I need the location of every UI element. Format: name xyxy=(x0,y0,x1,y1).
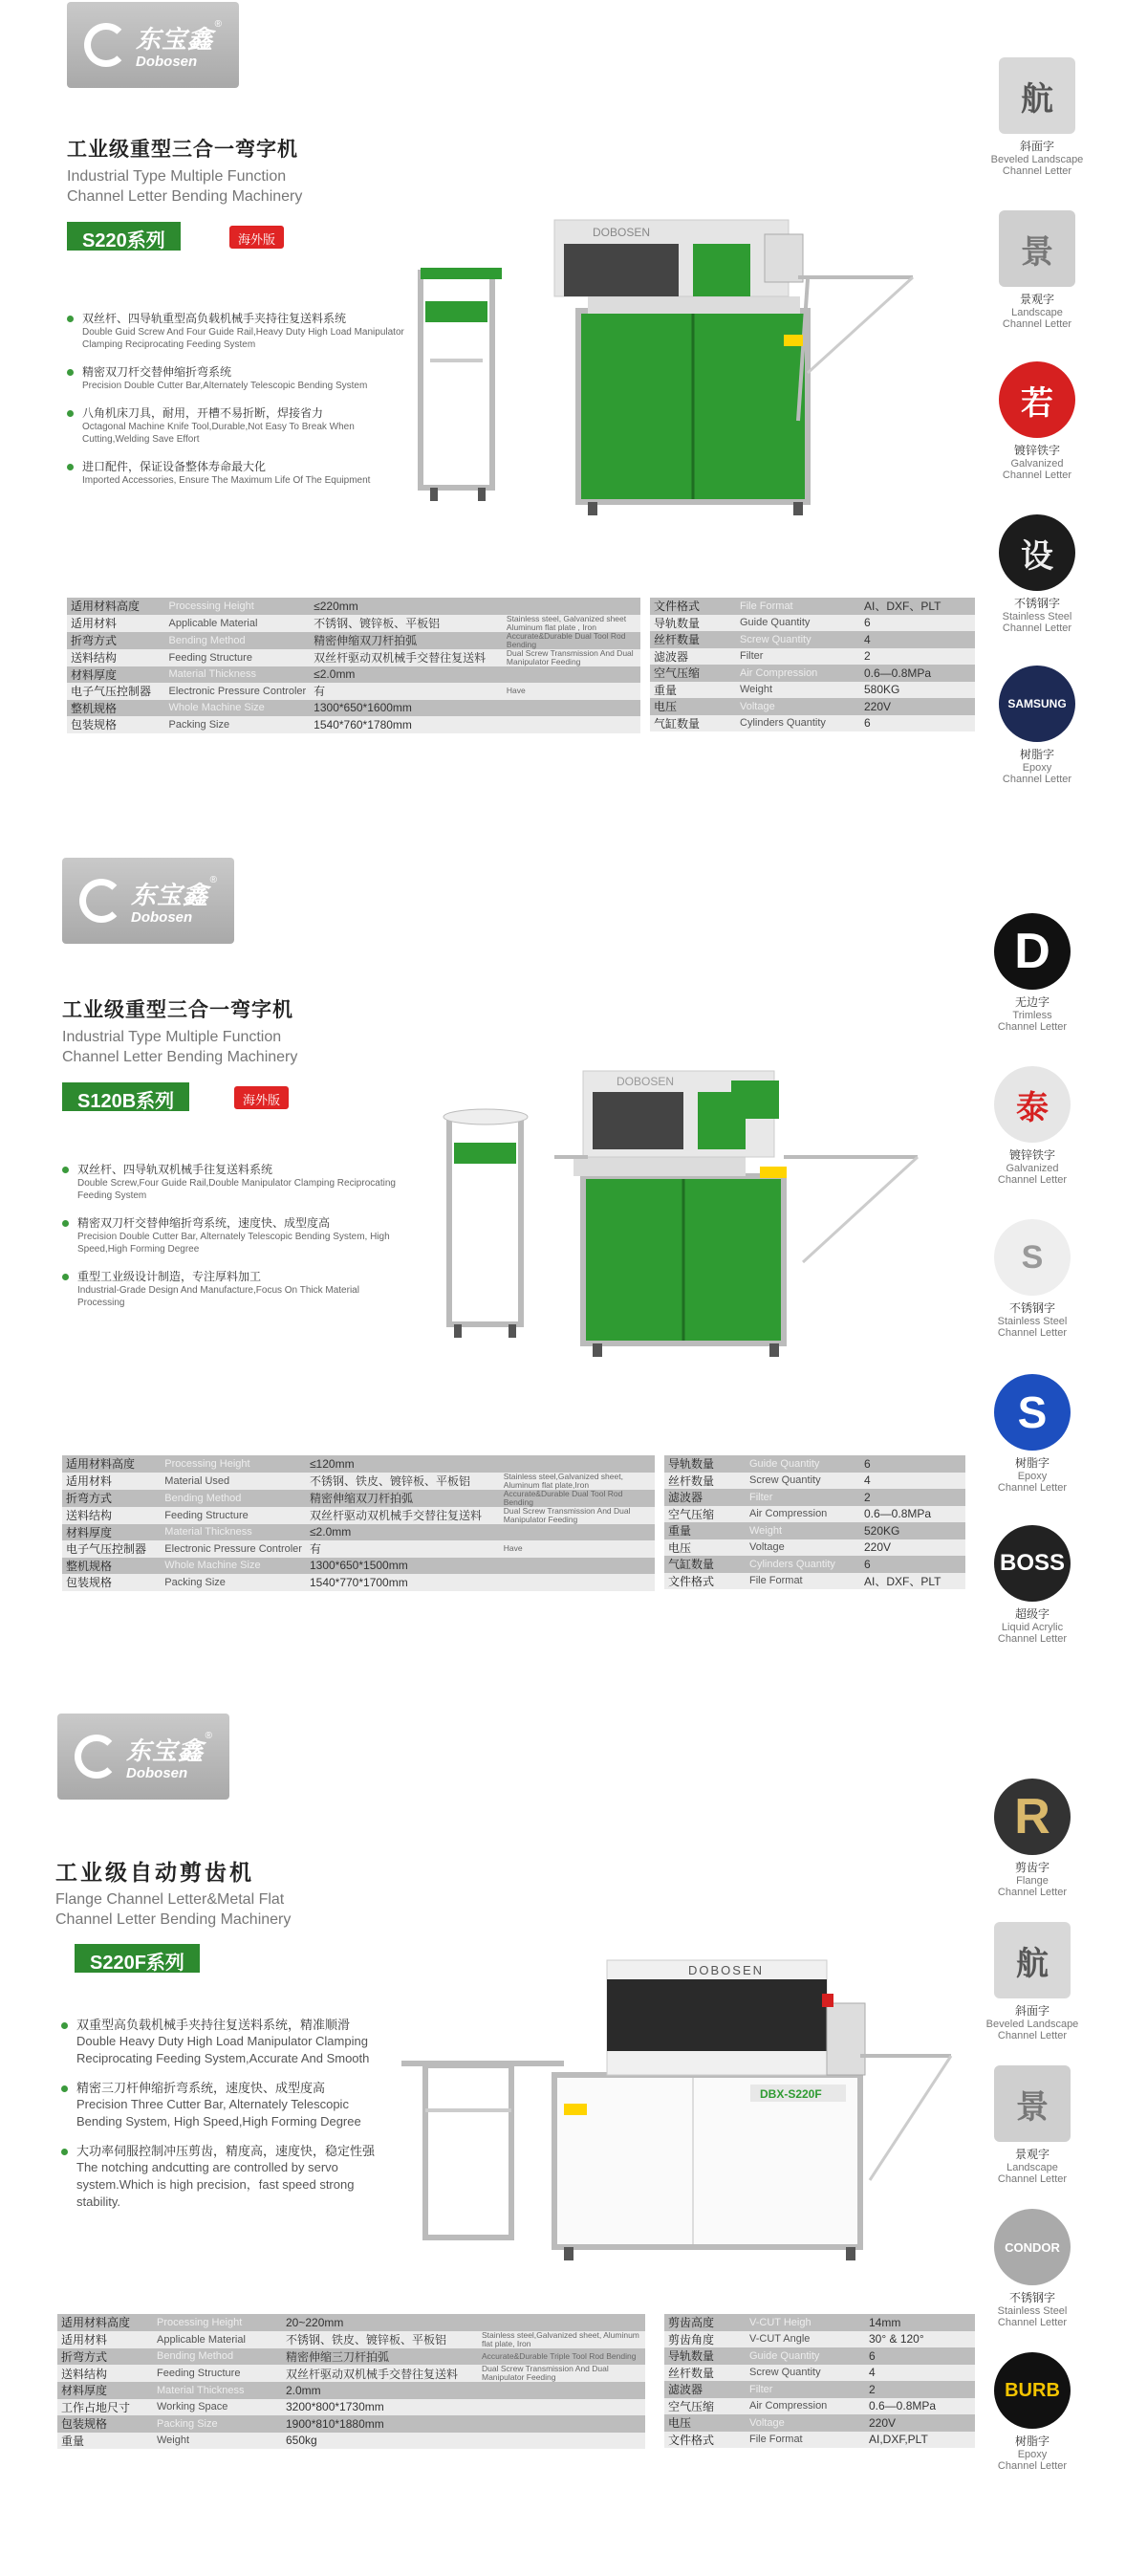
table-row: 滤波器 Filter 2 xyxy=(664,1489,965,1506)
sample-trimless-letter: D 无边字 Trimless Channel Letter xyxy=(975,913,1090,1033)
notching-machine-image xyxy=(401,1951,956,2266)
liquid-acrylic-letter-image: BOSS xyxy=(994,1525,1071,1602)
spec-table-right xyxy=(664,2314,975,2448)
table-row: 文件格式 File Format AI,DXF,PLT xyxy=(664,2432,975,2449)
sample-stainless-letter: 设 不锈钢字 Stainless Steel Channel Letter xyxy=(980,514,1094,634)
table-row: 材料厚度 Material Thickness ≤2.0mm xyxy=(67,666,640,684)
product-title-en-1: Industrial Type Multiple Function xyxy=(62,1029,282,1045)
table-row: 剪齿高度 V-CUT Heigh 14mm xyxy=(664,2314,975,2331)
model-badge: S220系列 xyxy=(67,222,181,251)
table-row: 电子气压控制器 Electronic Pressure Controler 有 Have xyxy=(67,683,640,700)
logo-mark-icon xyxy=(79,879,123,923)
stainless-letter-image: S xyxy=(994,1219,1071,1296)
table-row: 电压 Voltage 220V xyxy=(664,1539,965,1557)
table-row: 材料厚度 Material Thickness 2.0mm xyxy=(57,2382,645,2399)
feature-item: 精密三刀杆伸缩折弯系统，速度快、成型度高 Precision Three Cutter Bar, Alternately Telescopic Bending System, High Speed,High Forming Degree xyxy=(61,2081,391,2130)
table-row: 工作占地尺寸 Working Space 3200*800*1730mm xyxy=(57,2399,645,2416)
logo-mark-icon xyxy=(75,1735,119,1779)
trimless-letter-image: D xyxy=(994,913,1071,990)
model-badge: S220F系列 xyxy=(75,1944,200,1973)
feature-list xyxy=(67,311,411,500)
table-row: 丝杆数量 Screw Quantity 4 xyxy=(650,631,975,648)
table-row: 电子气压控制器 Electronic Pressure Controler 有 Have xyxy=(62,1540,655,1558)
landscape-letter-image: 景 xyxy=(999,210,1075,287)
product-title-en-1: Flange Channel Letter&Metal Flat xyxy=(55,1891,285,1908)
sample-epoxy-letter: S 树脂字 Epoxy Channel Letter xyxy=(975,1374,1090,1494)
table-row: 适用材料高度 Processing Height 20~220mm xyxy=(57,2314,645,2331)
product-title-en-1: Industrial Type Multiple Function xyxy=(67,168,287,185)
landscape-letter-image: 景 xyxy=(994,2065,1071,2142)
table-row: 丝杆数量 Screw Quantity 4 xyxy=(664,1473,965,1490)
table-row: 滤波器 Filter 2 xyxy=(650,648,975,666)
table-row: 送料结构 Feeding Structure 双丝杆驱动双机械手交替往复送料 Dual Screw Transmission And Dual Manipulator Feeding xyxy=(57,2365,645,2382)
table-row: 适用材料 Applicable Material 不锈钢、铁皮、镀锌板、平板铝 Stainless steel,Galvanized sheet, Aluminum flat plate, Iron xyxy=(57,2331,645,2348)
spec-table-right xyxy=(650,598,975,731)
product-title-en-2: Channel Letter Bending Machinery xyxy=(67,188,303,205)
feature-item: 双重型高负载机械手夹持往复送料系统，精准顺滑 Double Heavy Duty High Load Manipulator Clamping Reciprocating Feeding System,Accurate And Smooth xyxy=(61,2018,391,2067)
table-row: 整机规格 Whole Machine Size 1300*650*1500mm xyxy=(62,1558,655,1575)
table-row: 适用材料 Material Used 不锈钢、铁皮、镀锌板、平板铝 Stainless steel,Galvanized sheet, Aluminum flat plate,Iron xyxy=(62,1473,655,1490)
logo-mark-icon xyxy=(84,23,128,67)
sample-beveled-letter: 航 斜面字 Beveled Landscape Channel Letter xyxy=(975,1922,1090,2041)
sample-landscape-letter: 景 景观字 Landscape Channel Letter xyxy=(980,210,1094,330)
feature-item: 精密双刀杆交替伸缩折弯系统 Precision Double Cutter Bar,Alternately Telescopic Bending System xyxy=(67,364,411,392)
logo-en: Dobosen xyxy=(136,54,198,70)
logo-cn: 东宝鑫 xyxy=(131,881,209,909)
table-row: 空气压缩 Air Compression 0.6—0.8MPa xyxy=(664,2398,975,2415)
table-row: 滤波器 Filter 2 xyxy=(664,2381,975,2398)
overseas-badge: 海外版 xyxy=(229,226,284,249)
dobosen-logo xyxy=(62,858,234,944)
sample-stainless-letter: S 不锈钢字 Stainless Steel Channel Letter xyxy=(975,1219,1090,1339)
table-row: 折弯方式 Bending Method 精密伸缩三刀杆拍弧 Accurate&Durable Triple Tool Rod Bending xyxy=(57,2348,645,2366)
table-row: 气缸数量 Cylinders Quantity 6 xyxy=(664,1556,965,1573)
table-row: 文件格式 File Format AI、DXF、PLT xyxy=(664,1573,965,1590)
table-row: 折弯方式 Bending Method 精密伸缩双刀杆拍弧 Accurate&Durable Dual Tool Rod Bending xyxy=(67,632,640,649)
flange-letter-image: R xyxy=(994,1779,1071,1855)
logo-reg: ® xyxy=(214,19,222,30)
overseas-badge: 海外版 xyxy=(234,1086,289,1109)
bending-machine-image xyxy=(440,1061,937,1367)
galvanized-letter-image: 泰 xyxy=(994,1066,1071,1143)
product-title-en-2: Channel Letter Bending Machinery xyxy=(62,1049,298,1065)
spec-table-left xyxy=(62,1455,655,1591)
table-row: 气缸数量 Cylinders Quantity 6 xyxy=(650,715,975,732)
spec-table-left xyxy=(57,2314,645,2449)
machine-label: DOBOSEN xyxy=(593,226,651,239)
table-row: 包装规格 Packing Size 1540*760*1780mm xyxy=(67,716,640,733)
sample-epoxy-letter: SAMSUNG 树脂字 Epoxy Channel Letter xyxy=(980,666,1094,785)
table-row: 包装规格 Packing Size 1540*770*1700mm xyxy=(62,1574,655,1591)
feature-item: 八角机床刀具，耐用，开槽不易折断，焊接省力 Octagonal Machine Knife Tool,Durable,Not Easy To Break When Cutting,Welding Save Effort xyxy=(67,405,411,446)
table-row: 电压 Voltage 220V xyxy=(664,2414,975,2432)
sample-galvanized-letter: 泰 镀锌铁字 Galvanized Channel Letter xyxy=(975,1066,1090,1186)
logo-cn: 东宝鑫 xyxy=(126,1736,205,1765)
stainless-letter-image: CONDOR xyxy=(994,2209,1071,2285)
sample-stainless-letter: CONDOR 不锈钢字 Stainless Steel Channel Letter xyxy=(975,2209,1090,2328)
sample-liquid-acrylic-letter: BOSS 超级字 Liquid Acrylic Channel Letter xyxy=(975,1525,1090,1645)
sample-flange-letter: R 剪齿字 Flange Channel Letter xyxy=(975,1779,1090,1898)
table-row: 送料结构 Feeding Structure 双丝杆驱动双机械手交替往复送料 Dual Screw Transmission And Dual Manipulator Feeding xyxy=(62,1507,655,1524)
product-title-cn: 工业级重型三合一弯字机 xyxy=(62,999,293,1021)
table-row: 包装规格 Packing Size 1900*810*1880mm xyxy=(57,2415,645,2433)
logo-cn: 东宝鑫 xyxy=(136,25,214,54)
sample-epoxy-letter: BURB 树脂字 Epoxy Channel Letter xyxy=(975,2352,1090,2472)
stainless-letter-image: 设 xyxy=(999,514,1075,591)
machine-label: DOBOSEN xyxy=(688,1963,765,1977)
sample-beveled-letter: 航 斜面字 Beveled Landscape Channel Letter xyxy=(980,57,1094,177)
table-row: 空气压缩 Air Compression 0.6—0.8MPa xyxy=(664,1506,965,1523)
dobosen-logo xyxy=(57,1714,229,1800)
feature-item: 大功率伺服控制冲压剪齿，精度高，速度快，稳定性强 The notching andcutting are controlled by servo system.Which is high precision，fast speed strong stability. xyxy=(61,2144,391,2211)
feature-item: 重型工业级设计制造，专注厚料加工 Industrial-Grade Design And Manufacture,Focus On Thick Material Processing xyxy=(62,1269,406,1309)
table-row: 文件格式 File Format AI、DXF、PLT xyxy=(650,598,975,615)
product-section-s120b xyxy=(0,856,1147,1688)
table-row: 适用材料高度 Processing Height ≤120mm xyxy=(62,1455,655,1473)
sample-galvanized-letter: 若 镀锌铁字 Galvanized Channel Letter xyxy=(980,361,1094,481)
logo-en: Dobosen xyxy=(131,909,193,926)
table-row: 整机规格 Whole Machine Size 1300*650*1600mm xyxy=(67,700,640,717)
bending-machine-image xyxy=(397,201,951,526)
epoxy-letter-image: S xyxy=(994,1374,1071,1451)
spec-table-right xyxy=(664,1455,965,1589)
sample-landscape-letter: 景 景观字 Landscape Channel Letter xyxy=(975,2065,1090,2185)
machine-model-label: DBX-S220F xyxy=(760,2087,822,2101)
table-row: 丝杆数量 Screw Quantity 4 xyxy=(664,2365,975,2382)
epoxy-letter-image: SAMSUNG xyxy=(999,666,1075,742)
product-title-cn: 工业级重型三合一弯字机 xyxy=(67,139,298,161)
table-row: 适用材料 Applicable Material 不锈钢、镀锌板、平板铝 Stainless steel, Galvanized sheet Aluminum flat plate , Iron xyxy=(67,615,640,632)
table-row: 适用材料高度 Processing Height ≤220mm xyxy=(67,598,640,615)
epoxy-letter-image: BURB xyxy=(994,2352,1071,2429)
model-badge: S120B系列 xyxy=(62,1082,189,1111)
table-row: 导轨数量 Guide Quantity 6 xyxy=(664,1455,965,1473)
logo-reg: ® xyxy=(209,875,217,885)
feature-item: 精密双刀杆交替伸缩折弯系统，速度快、成型度高 Precision Double Cutter Bar, Alternately Telescopic Bending System, High Speed,High Forming Degree xyxy=(62,1215,406,1255)
product-section-s220f xyxy=(0,1712,1147,2576)
product-title-en-2: Channel Letter Bending Machinery xyxy=(55,1911,292,1928)
feature-item: 双丝杆、四导轨重型高负载机械手夹持往复送料系统 Double Guid Screw And Four Guide Rail,Heavy Duty High Load Manipulator Clamping Reciprocating Feeding System xyxy=(67,311,411,351)
table-row: 重量 Weight 650kg xyxy=(57,2433,645,2450)
table-row: 送料结构 Feeding Structure 双丝杆驱动双机械手交替往复送料 Dual Screw Transmission And Dual Manipulator Feeding xyxy=(67,649,640,666)
logo-reg: ® xyxy=(205,1731,212,1741)
feature-list xyxy=(61,2018,391,2224)
table-row: 导轨数量 Guide Quantity 6 xyxy=(650,615,975,632)
table-row: 材料厚度 Material Thickness ≤2.0mm xyxy=(62,1524,655,1541)
galvanized-letter-image: 若 xyxy=(999,361,1075,438)
logo-en: Dobosen xyxy=(126,1765,188,1781)
table-row: 剪齿角度 V-CUT Angle 30° & 120° xyxy=(664,2331,975,2348)
beveled-letter-image: 航 xyxy=(999,57,1075,134)
table-row: 导轨数量 Guide Quantity 6 xyxy=(664,2347,975,2365)
dobosen-logo xyxy=(67,2,239,88)
product-title-cn: 工业级自动剪齿机 xyxy=(55,1860,254,1885)
feature-item: 双丝杆、四导轨双机械手往复送料系统 Double Screw,Four Guide Rail,Double Manipulator Clamping Reciprocating Feeding System xyxy=(62,1162,406,1202)
feature-item: 进口配件，保证设备整体寿命最大化 Imported Accessories, Ensure The Maximum Life Of The Equipment xyxy=(67,459,411,487)
spec-table-left xyxy=(67,598,640,733)
table-row: 折弯方式 Bending Method 精密伸缩双刀杆拍弧 Accurate&Durable Dual Tool Rod Bending xyxy=(62,1490,655,1507)
table-row: 空气压缩 Air Compression 0.6—0.8MPa xyxy=(650,665,975,682)
table-row: 重量 Weight 520KG xyxy=(664,1522,965,1539)
machine-label: DOBOSEN xyxy=(617,1075,675,1088)
table-row: 电压 Voltage 220V xyxy=(650,698,975,715)
table-row: 重量 Weight 580KG xyxy=(650,682,975,699)
product-section-s220 xyxy=(0,0,1147,832)
feature-list xyxy=(62,1162,406,1322)
beveled-letter-image: 航 xyxy=(994,1922,1071,1998)
